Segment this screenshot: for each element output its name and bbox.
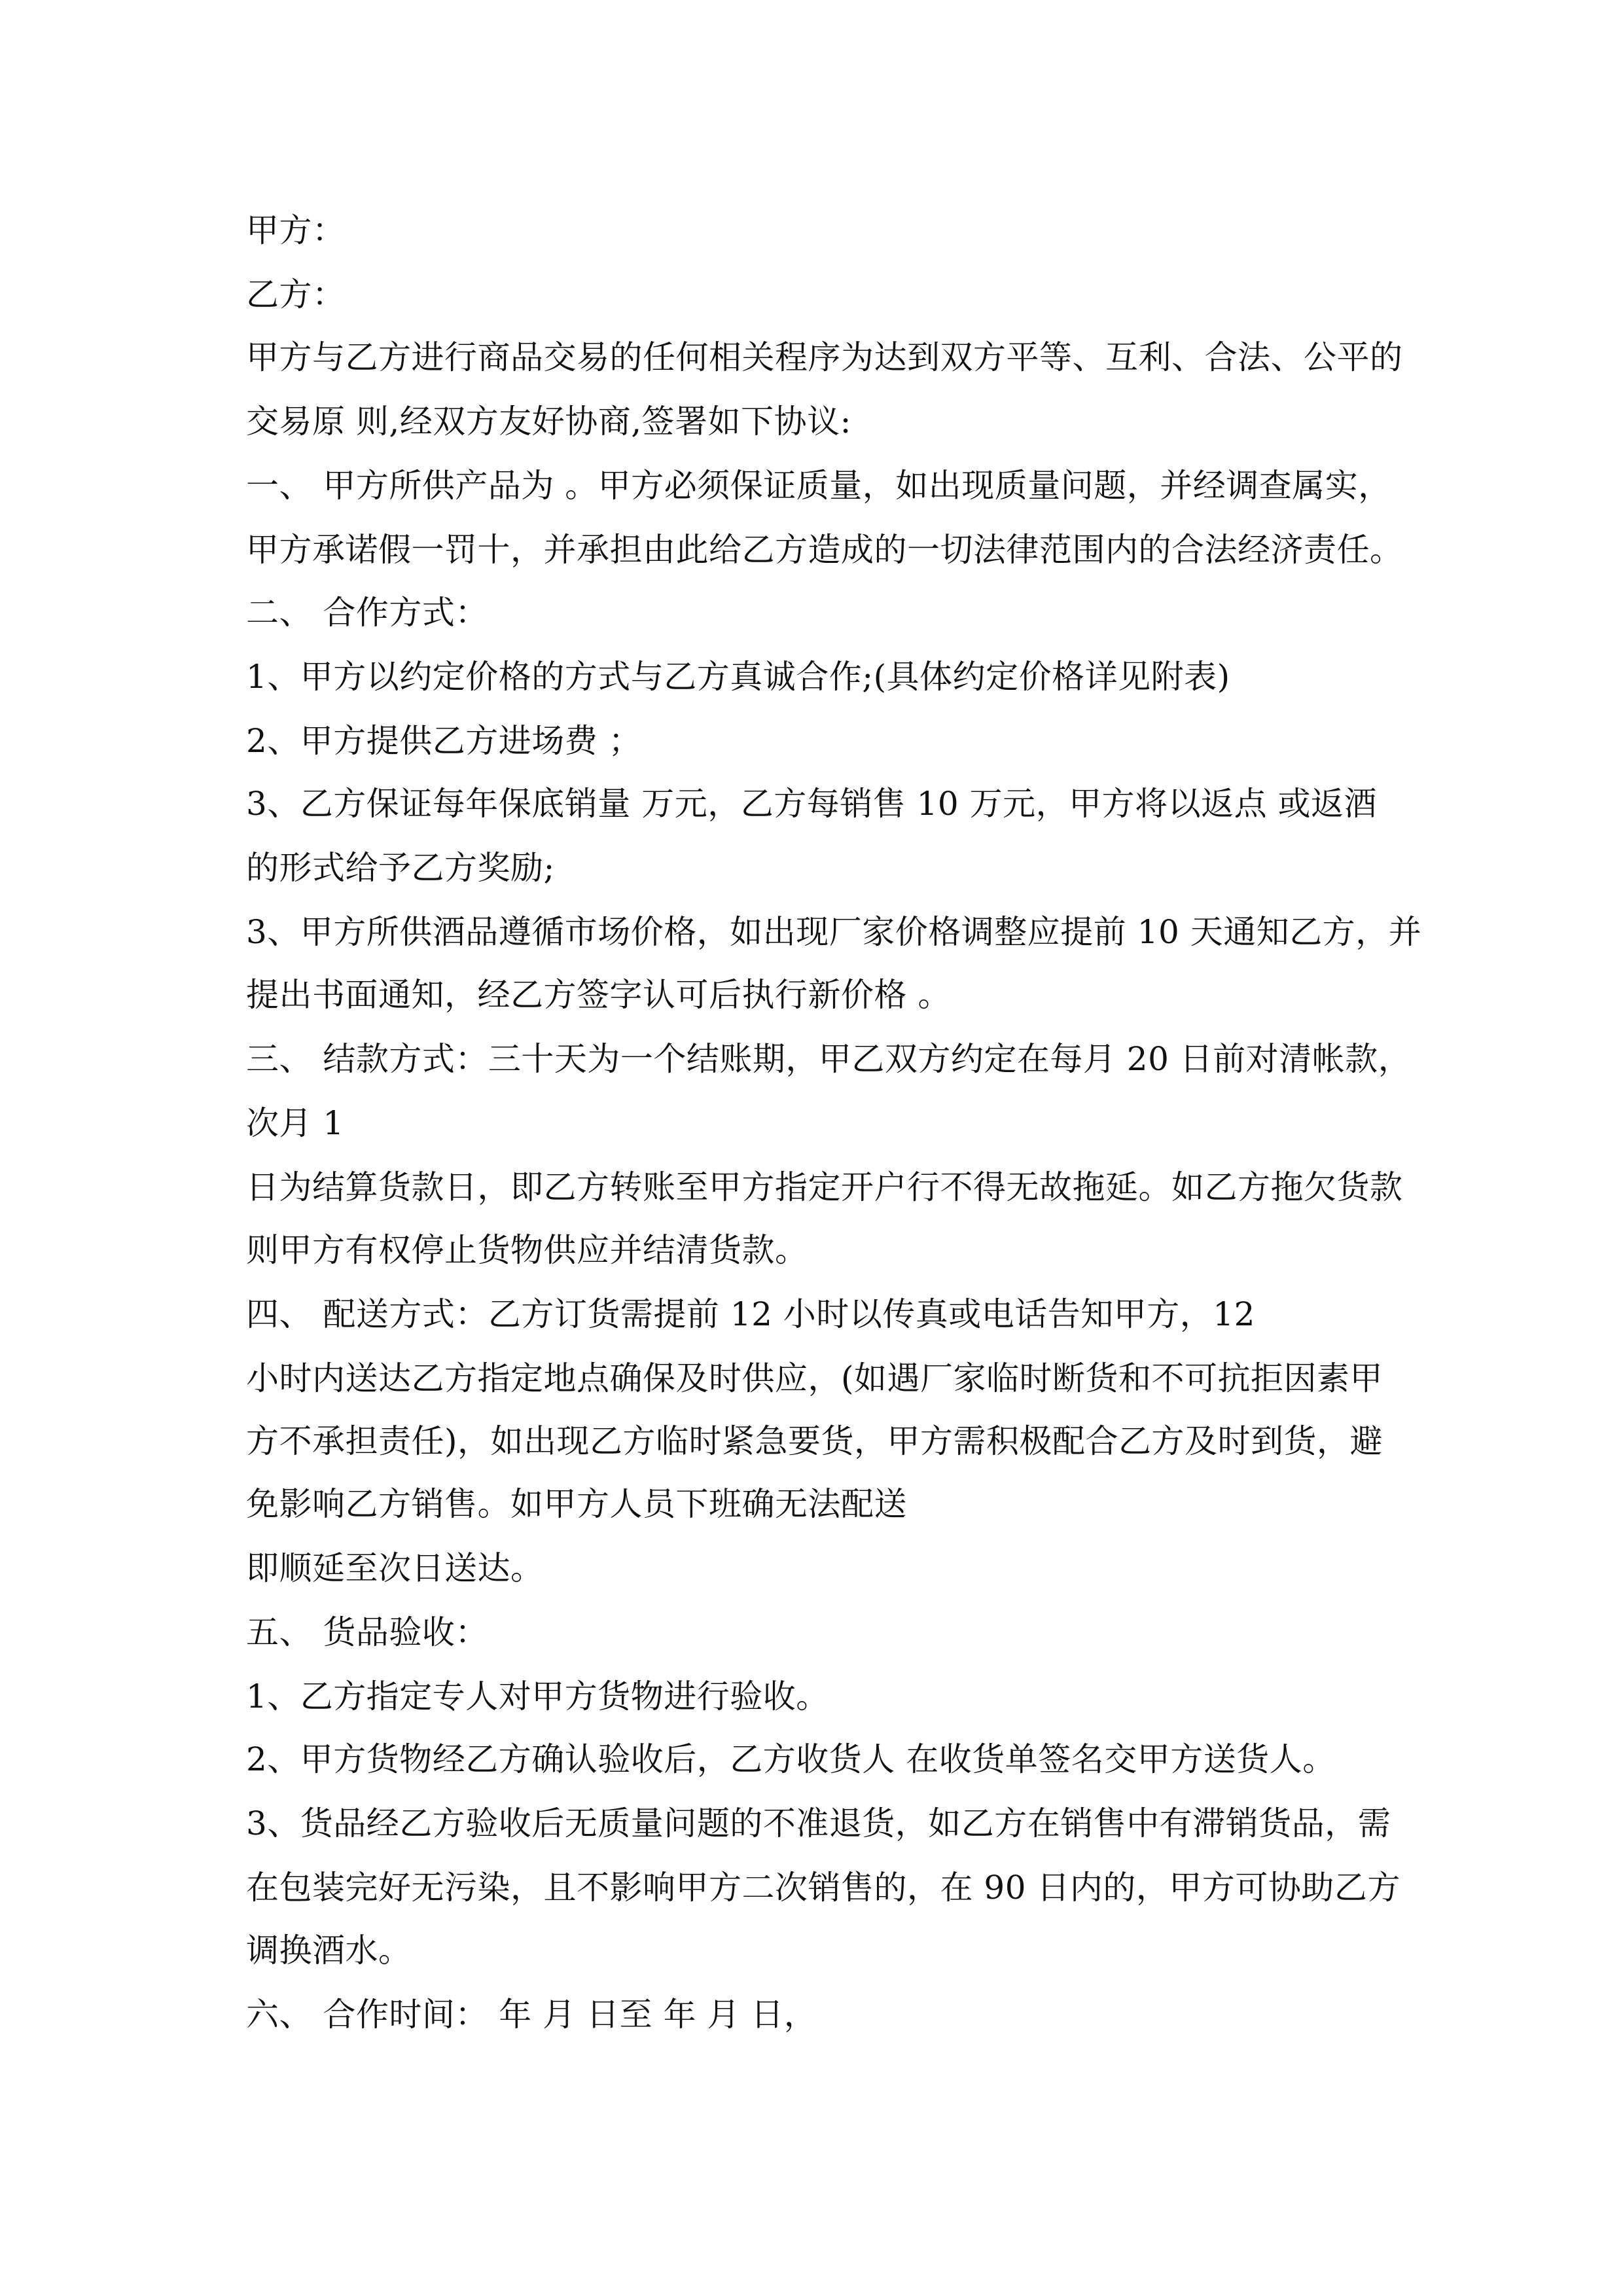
clause-5-item-3-line-3: 调换酒水。 (246, 1931, 412, 1969)
preamble-line-2: 交易原 则,经双方友好协商,签署如下协议: (246, 403, 852, 440)
clause-4-line-3: 方不承担责任)，如出现乙方临时紧急要货，甲方需积极配合乙方及时到货，避 (246, 1422, 1383, 1460)
clause-1-line-2: 甲方承诺假一罚十，并承担由此给乙方造成的一切法律范围内的合法经济责任。 (246, 531, 1403, 569)
clause-5-item-3-line-2: 在包装完好无污染，且不影响甲方二次销售的，在 90 日内的，甲方可协助乙方 (246, 1869, 1400, 1907)
clause-4-line-5: 即顺延至次日送达。 (246, 1549, 544, 1587)
clause-2-item-3-line-2: 的形式给予乙方奖励; (246, 849, 555, 887)
preamble-line-1: 甲方与乙方进行商品交易的任何相关程序为达到双方平等、互利、合法、公平的 (246, 338, 1403, 376)
clause-4-line-1: 四、 配送方式：乙方订货需提前 12 小时以传真或电话告知甲方，12 (246, 1295, 1255, 1333)
clause-2-item-4-line-1: 3、甲方所供酒品遵循市场价格，如出现厂家价格调整应提前 10 天通知乙方，并 (246, 913, 1422, 951)
clause-5-item-2: 2、甲方货物经乙方确认验收后，乙方收货人 在收货单签名交甲方送货人。 (246, 1740, 1336, 1778)
clause-3-line-4: 则甲方有权停止货物供应并结清货款。 (246, 1231, 808, 1269)
clause-2-item-3-line-1: 3、乙方保证每年保底销量 万元，乙方每销售 10 万元，甲方将以返点 或返酒 (246, 785, 1378, 823)
clause-2-item-2: 2、甲方提供乙方进场费 ； (246, 722, 642, 760)
clause-2-item-1: 1、甲方以约定价格的方式与乙方真诚合作;(具体约定价格详见附表) (246, 658, 1230, 696)
clause-3-line-3: 日为结算货款日，即乙方转账至甲方指定开户行不得无故拖延。如乙方拖欠货款 (246, 1168, 1403, 1206)
clause-3-line-2: 次月 1 (246, 1104, 344, 1142)
clause-2-heading: 二、 合作方式： (246, 594, 488, 632)
clause-4-line-4: 免影响乙方销售。如甲方人员下班确无法配送 (246, 1485, 907, 1523)
clause-3-line-1: 三、 结款方式：三十天为一个结账期，甲乙双方约定在每月 20 日前对清帐款， (246, 1040, 1412, 1078)
clause-2-item-4-line-2: 提出书面通知，经乙方签字认可后执行新价格 。 (246, 976, 951, 1014)
clause-5-item-3-line-1: 3、货品经乙方验收后无质量问题的不准退货，如乙方在销售中有滞销货品，需 (246, 1804, 1391, 1842)
clause-4-line-2: 小时内送达乙方指定地点确保及时供应，(如遇厂家临时断货和不可抗拒因素甲 (246, 1359, 1383, 1397)
clause-6-line: 六、 合作时间： 年 月 日至 年 月 日， (246, 1996, 817, 2034)
clause-5-item-1: 1、乙方指定专人对甲方货物进行验收。 (246, 1677, 829, 1715)
party-b-line: 乙方： (246, 276, 346, 314)
clause-1-line-1: 一、 甲方所供产品为 。甲方必须保证质量，如出现质量问题，并经调查属实， (246, 467, 1391, 505)
party-a-line: 甲方： (246, 211, 346, 249)
clause-5-heading: 五、 货品验收： (246, 1613, 488, 1651)
